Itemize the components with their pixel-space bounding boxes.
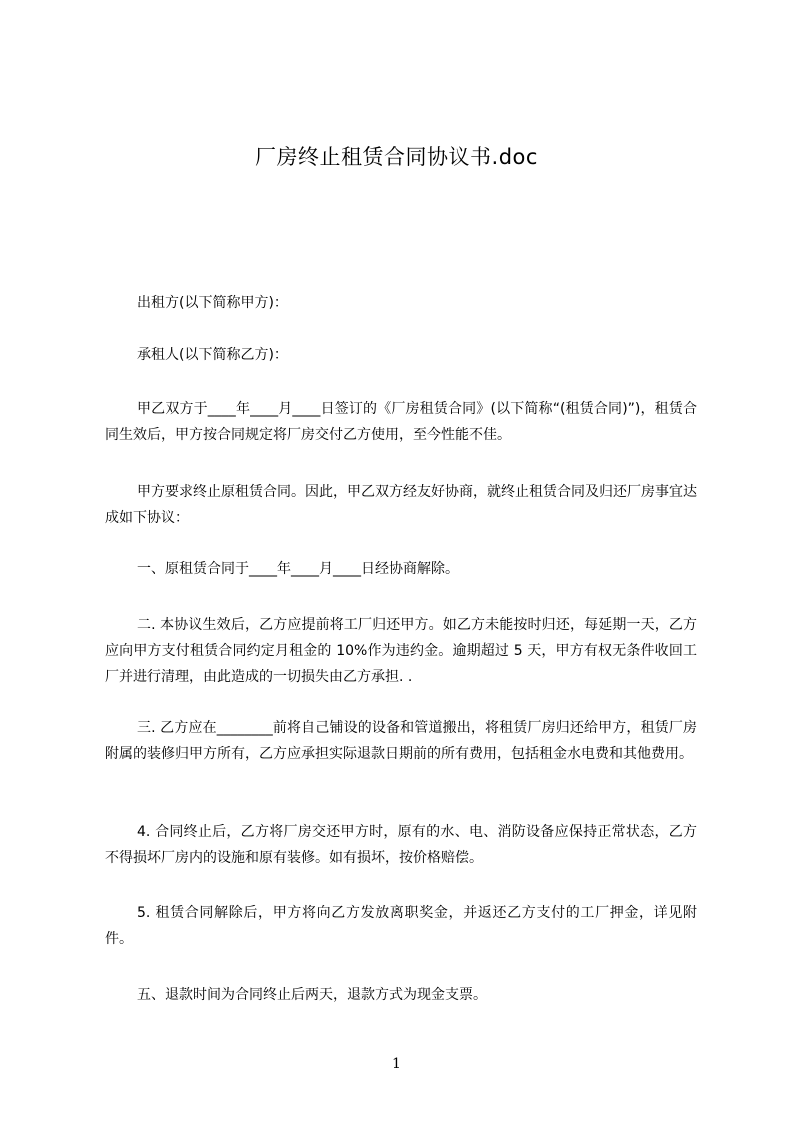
clause-refund: 五、退款时间为合同终止后两天，退款方式为现金支票。: [137, 987, 487, 1003]
document-title: 厂房终止租赁合同协议书.doc: [255, 145, 538, 169]
paragraph-background: 甲乙双方于____年____月____日签订的《厂房租赁合同》(以下简称“(租赁合同)”)，租赁合同生效后，甲方按合同规定将厂房交付乙方使用，至今性能不佳。: [105, 401, 697, 443]
clause-3: 三. 乙方应在________前将自己铺设的设备和管道搬出，将租赁厂房归还给甲方，租赁厂房附属的装修归甲方所有，乙方应承担实际退款日期前的所有费用，包括租金水电费和其他费用。: [105, 720, 697, 762]
paragraph-lessor: 出租方(以下简称甲方)：: [137, 295, 288, 311]
paragraph-lessee: 承租人(以下简称乙方)：: [137, 347, 288, 363]
clause-5: 5. 租赁合同解除后，甲方将向乙方发放离职奖金，并返还乙方支付的工厂押金，详见附件。: [105, 905, 697, 947]
page-number: 1: [392, 1056, 401, 1072]
clause-2: 二. 本协议生效后，乙方应提前将工厂归还甲方。如乙方未能按时归还，每延期一天，乙方应向甲方支付租赁合同约定月租金的 10%作为违约金。逾期超过 5 天，甲方有权无条件收回工厂并进行清理，由此造成的一切损失由乙方承担. .: [105, 617, 697, 685]
clause-4: 4. 合同终止后，乙方将厂房交还甲方时，原有的水、电、消防设备应保持正常状态，乙方不得损坏厂房内的设施和原有装修。如有损坏，按价格赔偿。: [105, 824, 697, 866]
paragraph-agreement-intro: 甲方要求终止原租赁合同。因此，甲乙双方经友好协商，就终止租赁合同及归还厂房事宜达成如下协议：: [105, 484, 697, 526]
clause-1: 一、原租赁合同于____年____月____日经协商解除。: [137, 561, 459, 577]
